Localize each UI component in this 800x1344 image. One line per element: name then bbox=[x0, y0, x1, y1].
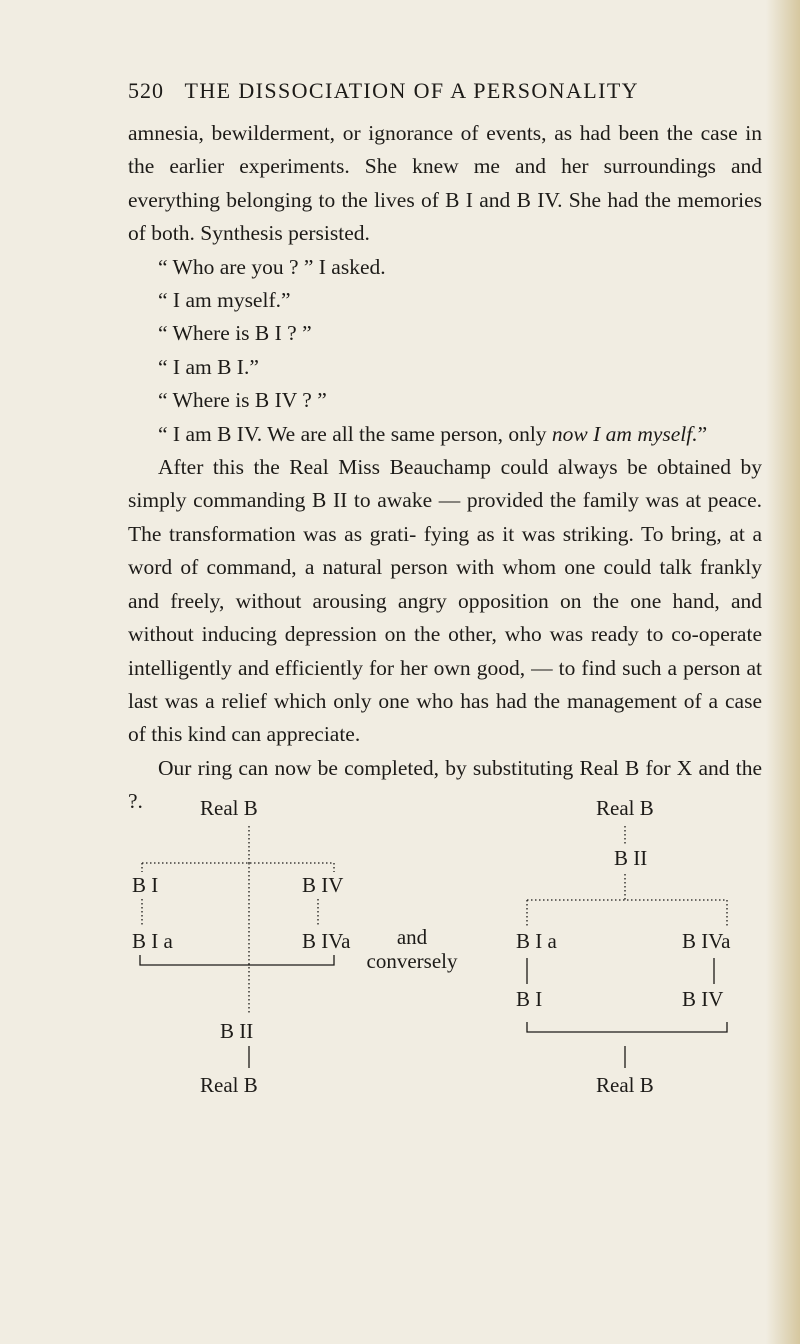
connector-conversely: conversely bbox=[366, 949, 458, 973]
running-title: THE DISSOCIATION OF A PERSONALITY bbox=[184, 78, 639, 103]
paragraph-3: Our ring can now be completed, by substituting Real B for X and the ?. bbox=[128, 755, 762, 814]
left-b-ii: B II bbox=[220, 1019, 254, 1043]
right-solid-bracket bbox=[527, 1022, 727, 1032]
dialogue-line-4: “ I am B I.” bbox=[158, 354, 259, 379]
connector-and: and bbox=[396, 925, 428, 949]
dialogue-6-start: “ I am B IV. We are all the same person, only bbox=[158, 421, 552, 446]
paragraph-2: After this the Real Miss Beauchamp could always be obtained by simply commanding B II to awake — provided the family was at peace. The transformation was as grati- fying as it was striking. To bring, at a word of command, a natural person with whom one could talk frankly and freely, without arousing angry opposition on the one hand, and without inducing depression on the other, who was ready to co-operate intelligently and efficiently for her own good, — to find such a person at last was a relief which only one who has had the management of a case of this kind can appreciate. bbox=[128, 455, 762, 747]
dialogue-line-3: “ Where is B I ? ” bbox=[158, 321, 312, 346]
dialogue-line-5: “ Where is B IV ? ” bbox=[158, 388, 327, 413]
page-number: 520 bbox=[128, 78, 164, 103]
paragraph-1: amnesia, bewilderment, or ignorance of events, as had been the case in the earlier experiments. She knew me and her surroundings and everything belonging to the lives of B I and B IV. She had the memories of both. Synthesis persisted. bbox=[128, 121, 762, 246]
left-b-iva: B IVa bbox=[302, 929, 351, 953]
right-b-i: B I bbox=[516, 987, 543, 1011]
left-b-i: B I bbox=[132, 873, 159, 897]
dialogue-6-italic: now I am myself. bbox=[551, 421, 698, 446]
dialogue-6-end: ” bbox=[697, 421, 708, 446]
dialogue-line-1: “ Who are you ? ” I asked. bbox=[158, 254, 386, 279]
left-real-b-bottom: Real B bbox=[200, 1073, 258, 1097]
left-b-iv: B IV bbox=[302, 873, 344, 897]
left-b-ia: B I a bbox=[132, 929, 173, 953]
right-b-ii: B II bbox=[614, 846, 648, 870]
left-solid-bracket bbox=[140, 955, 334, 965]
left-real-b-top: Real B bbox=[200, 796, 258, 820]
right-b-iv: B IV bbox=[682, 987, 724, 1011]
dialogue-line-2: “ I am myself.” bbox=[158, 288, 291, 313]
right-real-b-bottom: Real B bbox=[596, 1073, 654, 1097]
right-b-ia: B I a bbox=[516, 929, 557, 953]
right-b-iva: B IVa bbox=[682, 929, 731, 953]
right-real-b-top: Real B bbox=[596, 796, 654, 820]
